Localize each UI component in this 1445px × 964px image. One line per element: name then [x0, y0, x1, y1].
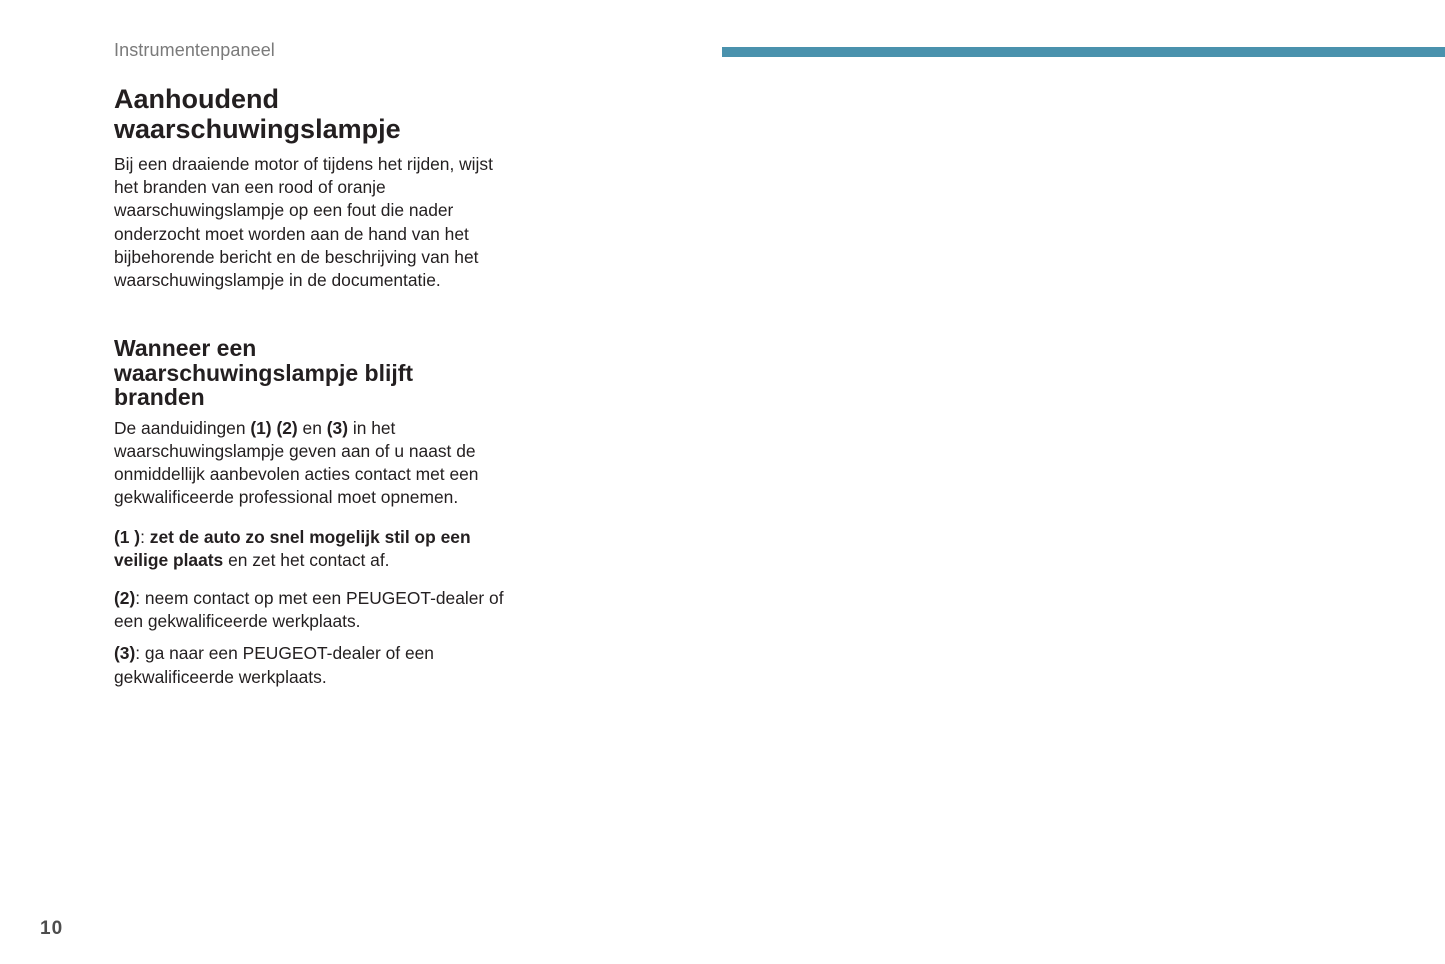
note-2-paragraph — [114, 587, 504, 633]
subsection-title-line-1: Wanneer een — [114, 335, 257, 362]
header-accent-bar — [722, 47, 1445, 57]
note-2-text: : neem contact op met een PEUGEOT-dealer of een gekwalificeerde werkplaats. — [114, 587, 504, 632]
note-1-ref: (1 ) — [114, 526, 141, 547]
note-1-paragraph — [114, 526, 504, 572]
subsection-title-blijft-branden — [114, 336, 504, 410]
subsection-title-line-2: waarschuwingslampje blijft — [114, 359, 414, 386]
section-title-line-2: waarschuwingslampje — [114, 114, 401, 144]
section-title-line-1: Aanhoudend — [114, 84, 279, 114]
page-number: 10 — [40, 918, 64, 939]
ref-2: (2) — [276, 417, 298, 438]
section-title-aanhoudend — [114, 84, 504, 144]
indications-prefix: De aanduidingen — [114, 417, 251, 438]
indications-suffix: in het waarschuwingslampje geven aan of u naast de onmiddellijk aanbevolen acties contact met een gekwalificeerde professional moet opnemen. — [114, 417, 479, 508]
main-text-column — [114, 84, 504, 689]
intro-paragraph: Bij een draaiende motor of tijdens het rijden, wijst het branden van een rood of oranje waarschuwingslampje op een fout die nader onderzocht moet worden aan de hand van het bijbehorende bericht en de beschrijving van het waarschuwingslampje in de documentatie. — [114, 154, 493, 291]
note-2-ref: (2) — [114, 587, 136, 608]
ref-1: (1) — [250, 417, 272, 438]
running-header-title: Instrumentenpaneel — [114, 40, 275, 60]
note-1-colon: : — [140, 526, 150, 547]
note-3-paragraph — [114, 642, 504, 688]
note-3-ref: (3) — [114, 643, 136, 664]
note-1-bold-text: zet de auto zo snel mogelijk stil op een veilige plaats — [114, 526, 471, 570]
indications-paragraph — [114, 417, 504, 510]
note-1-rest: en zet het contact af. — [223, 549, 390, 570]
subsection-title-line-3: branden — [114, 384, 205, 411]
indications-sep-2: en — [297, 417, 327, 438]
note-3-text: : ga naar een PEUGEOT-dealer of een gekwalificeerde werkplaats. — [114, 643, 434, 687]
ref-3: (3) — [326, 417, 348, 438]
